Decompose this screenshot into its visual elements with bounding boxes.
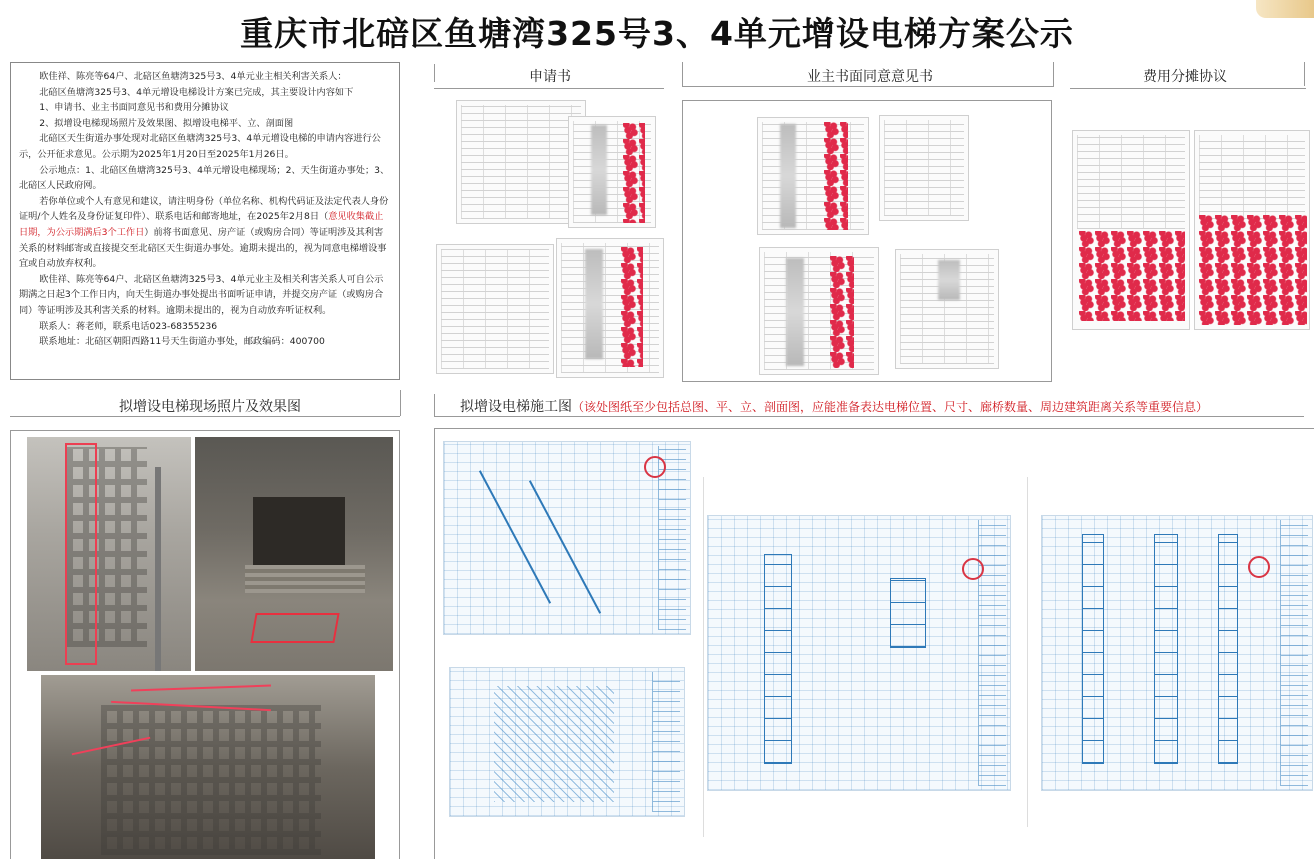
divider — [434, 394, 435, 416]
photo-building-elevation — [27, 437, 191, 671]
owner-consent-scan-2 — [879, 115, 969, 221]
divider — [682, 86, 1054, 87]
application-scan-4 — [556, 238, 664, 378]
divider — [1070, 88, 1306, 89]
section-site-photos: 拟增设电梯现场照片及效果图 — [119, 399, 301, 415]
notice-hearing: 欧佳祥、陈亮等64户、北碚区鱼塘湾325号3、4单元业主及相关利害关系人可自公示期满之日起3个工作日内，向天生街道办事处提出书面听证申请，并提交房产证（或购房合同）等证明涉及其利害关系的材料。逾期未提出的，视为自动放弃听证权利。 — [19, 273, 384, 316]
drawing-elevation — [707, 515, 1011, 791]
cost-share-scan-1 — [1072, 130, 1190, 330]
notice-feedback-b: ）前将书面意见、房产证（或购房合同）等证明涉及其利害关系的材料邮寄或直接提交至北碚区天生街道办事处。逾期未提出的，视为同意电梯增设事宜或自动放弃权利。 — [19, 226, 387, 270]
notice-period: 北碚区天生街道办事处现对北碚区鱼塘湾325号3、4单元增设电梯的申请内容进行公示，公开征求意见。公示期为2025年1月20日至2025年1月26日。 — [19, 133, 381, 160]
elevator-position-marker — [65, 443, 97, 665]
owner-consent-panel — [682, 100, 1052, 382]
notice-contact: 联系人：蒋老师，联系电话023-68355236 — [39, 320, 218, 332]
drawing-section — [1041, 515, 1313, 791]
divider — [10, 416, 400, 417]
divider — [434, 88, 664, 89]
cost-share-panel — [1064, 100, 1312, 332]
notice-text-panel — [10, 62, 400, 380]
section-owner-consent: 业主书面同意意见书 — [807, 69, 933, 85]
owner-consent-scan-4 — [895, 249, 999, 369]
utility-pole — [155, 467, 161, 671]
design-seal — [644, 456, 666, 478]
divider — [434, 64, 435, 82]
drawing-site-plan — [443, 441, 691, 635]
drawings-panel — [434, 428, 1314, 859]
application-scan-3 — [436, 244, 554, 374]
application-panel — [434, 96, 666, 384]
section-cost-share: 费用分摊协议 — [1143, 69, 1227, 85]
notice-item-2: 2、拟增设电梯现场照片及效果图、拟增设电梯平、立、剖面图 — [39, 117, 294, 129]
notice-feedback-a: 若你单位或个人有意见和建议，请注明身份（单位名称、机构代码证及法定代表人身份证明/个人姓名及身份证复印件）、联系电话和邮寄地址，在2025年2月8日（ — [19, 195, 389, 223]
notice-item-1: 1、申请书、业主书面同意见书和费用分摊协议 — [39, 102, 229, 114]
construction-drawings-note: （该处图纸至少包括总图、平、立、剖面图，应能准备表达电梯位置、尺寸、廊桥数量、周边建筑距离关系等重要信息） — [572, 400, 1209, 414]
drawing-plan — [449, 667, 685, 817]
divider — [1304, 62, 1305, 86]
owner-consent-scan-3 — [759, 247, 879, 375]
section-construction-drawings — [460, 396, 1290, 416]
section-application: 申请书 — [529, 69, 571, 85]
elevator-footprint-marker — [250, 613, 339, 643]
photo-courtyard — [41, 675, 375, 859]
notice-location: 公示地点：1、北碚区鱼塘湾325号3、4单元增设电梯现场；2、天生街道办事处；3、北碚区人民政府网。 — [19, 164, 390, 192]
cost-share-scan-2 — [1194, 130, 1310, 330]
site-photos-panel — [10, 430, 400, 859]
notice-address: 联系地址：北碚区朝阳西路11号天生街道办事处，邮政编码：400700 — [39, 336, 325, 348]
application-scan-1 — [456, 100, 586, 224]
construction-drawings-label: 拟增设电梯施工图 — [460, 399, 572, 415]
photo-entrance — [195, 437, 393, 671]
divider — [434, 416, 1304, 417]
notice-feedback — [19, 194, 391, 272]
application-scan-2 — [568, 116, 656, 228]
divider — [400, 390, 401, 416]
design-seal — [962, 558, 984, 580]
notice-addressee: 欧佳祥、陈亮等64户、北碚区鱼塘湾325号3、4单元业主相关利害关系人： — [39, 71, 347, 82]
page-title: 重庆市北碚区鱼塘湾325号3、4单元增设电梯方案公示 — [240, 14, 1074, 53]
notice-deadline-highlight: 意见收集截止日期，为公示期满后3个工作日 — [19, 211, 384, 238]
divider — [682, 62, 683, 86]
notice-intro: 北碚区鱼塘湾325号3、4单元增设电梯设计方案已完成，其主要设计内容如下 — [39, 86, 354, 98]
design-seal — [1248, 556, 1270, 578]
divider — [1053, 62, 1054, 86]
owner-consent-scan-1 — [757, 117, 869, 235]
